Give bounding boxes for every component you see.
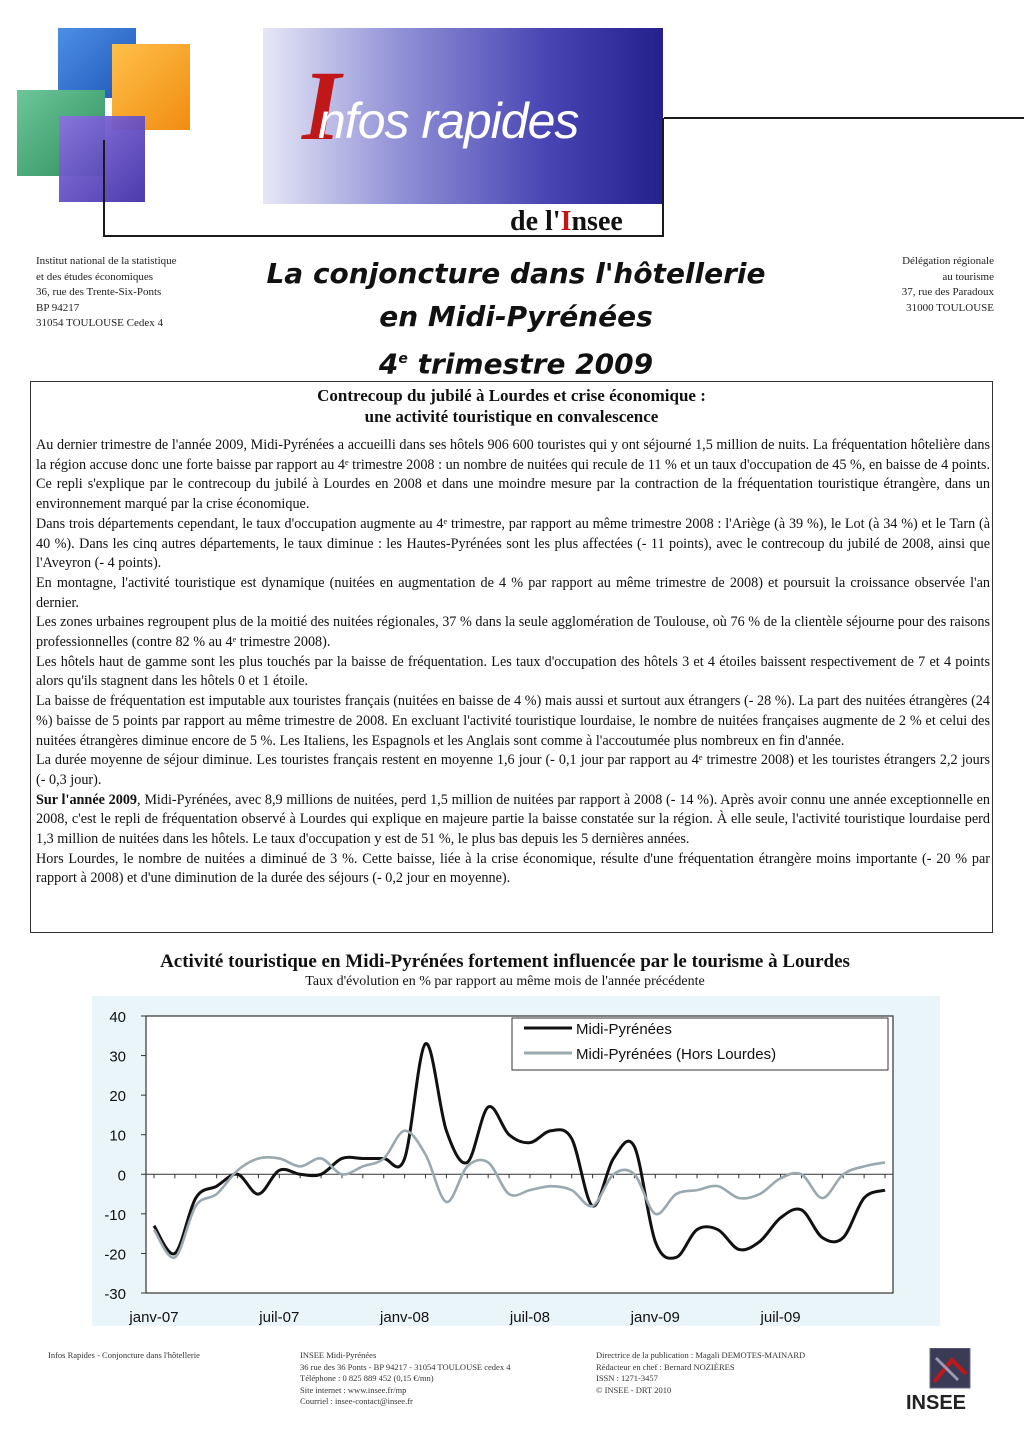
summary-heading-line-1: Contrecoup du jubilé à Lourdes et crise économique : <box>317 386 706 405</box>
chart-subtitle: Taux d'évolution en % par rapport au même mois de l'année précédente <box>305 974 705 989</box>
footer-line: 36 rue des 36 Ponts - BP 94217 - 31054 TOULOUSE cedex 4 <box>300 1361 511 1372</box>
body-paragraph: La durée moyenne de séjour diminue. Les touristes français restent en moyenne 1,6 jour (- 0,1 jour par rapport au 4ᵉ trimestre 2008) et les touristes étrangers 2,2 jours (- 0,3 jour). <box>36 752 990 788</box>
x-tick-label: janv-08 <box>380 1309 430 1326</box>
footer-line: © INSEE - DRT 2010 <box>596 1384 672 1395</box>
legend-label: Midi-Pyrénées <box>576 1021 672 1038</box>
sub-brand-prefix: de l' <box>510 206 561 237</box>
address-line: 31000 TOULOUSE <box>906 301 994 314</box>
address-line: et des études économiques <box>36 270 153 283</box>
body-paragraph: Au dernier trimestre de l'année 2009, Midi-Pyrénées a accueilli dans ses hôtels 906 600 touristes qui y ont séjourné 1,5 million de nuits. La fréquentation hôtelière dans la région accuse donc une forte baisse par rapport au 4ᵉ trimestre 2008 : un nombre de nuitées qui recule de 11 % et un taux d'occupation de 45 %, en baisse de 4 points. Ce repli s'explique par le contrecoup du jubilé à Lourdes en 2008 et dans une moindre mesure par la contraction de la fréquentation touristique étrangère, dans un environnement marqué par la crise économique. <box>36 437 990 513</box>
footer-line: Infos Rapides - Conjoncture dans l'hôtellerie <box>48 1350 200 1360</box>
title-line-2: en Midi-Pyrénées <box>379 300 653 333</box>
footer-line: INSEE Midi-Pyrénées <box>300 1350 377 1360</box>
sub-brand-rest: nsee <box>571 206 623 237</box>
x-tick-label: juil-07 <box>259 1309 300 1326</box>
address-line: 31054 TOULOUSE Cedex 4 <box>36 317 164 329</box>
address-line: 36, rue des Trente-Six-Ponts <box>36 286 162 298</box>
y-tick-label: 30 <box>109 1048 126 1066</box>
footer-contact <box>300 1350 580 1408</box>
footer-line: ISSN : 1271-3457 <box>596 1373 658 1383</box>
summary-heading-line-2: une activité touristique en convalescence <box>364 407 659 426</box>
x-tick-label: janv-07 <box>129 1309 179 1326</box>
footer-line: Rédacteur en chef : Bernard NOZIÈRES <box>596 1361 735 1372</box>
body-paragraph: Les hôtels haut de gamme sont les plus touchés par la baisse de fréquentation. Les taux d'occupation des hôtels 3 et 4 étoiles baissent respectivement de 7 et 4 points alors qu'ils stagnent dans les hôtels 0 et 1 étoile. <box>36 653 990 690</box>
body-paragraph: Dans trois départements cependant, le taux d'occupation augmente au 4ᵉ trimestre, par rapport au même trimestre 2008 : l'Ariège (à 39 %), le Lot (à 34 %) et le Tarn (à 40 %). Dans les cinq autres départements, le taux diminue : les Hautes-Pyrénées sont les plus affectées (- 11 points), avec le contrecoup du jubilé de 2008, ainsi que l'Aveyron (- 4 points). <box>36 515 990 572</box>
title-line-1: La conjoncture dans l'hôtellerie <box>266 257 766 290</box>
title-quarter-number: 4 <box>378 347 399 381</box>
body-paragraph: En montagne, l'activité touristique est dynamique (nuitées en augmentation de 4 % par rapport au même trimestre de 2008) et poursuit la croissance observée l'an dernier. <box>36 574 990 611</box>
footer-line: Directrice de la publication : Magali DEMOTES-MAINARD <box>596 1350 806 1360</box>
y-tick-label: 40 <box>109 1009 126 1026</box>
address-line: Institut national de la statistique <box>36 255 177 267</box>
x-tick-label: juil-08 <box>509 1309 550 1326</box>
sub-brand-initial: I <box>560 206 572 237</box>
chart-title: Activité touristique en Midi-Pyrénées fortement influencée par le tourisme à Lourdes <box>160 951 850 972</box>
legend-label: Midi-Pyrénées (Hors Lourdes) <box>576 1046 777 1063</box>
brand-initial: I <box>302 50 341 161</box>
insee-logo-text: INSEE <box>906 1392 967 1414</box>
y-tick-label: 20 <box>109 1088 126 1106</box>
y-tick-label: 10 <box>109 1127 126 1145</box>
brand-title: nfos rapides <box>318 93 579 149</box>
footer-credits <box>596 1350 886 1396</box>
x-tick-label: juil-09 <box>760 1309 801 1326</box>
address-line: Délégation régionale <box>902 255 994 267</box>
address-line: BP 94217 <box>36 301 80 314</box>
year-lead: Sur l'année 2009 <box>36 791 138 808</box>
address-line: au tourisme <box>942 270 994 283</box>
address-line: 37, rue des Paradoux <box>901 286 994 298</box>
y-tick-label: -10 <box>104 1206 126 1224</box>
footer-website-link[interactable]: Site internet : www.insee.fr/mp <box>300 1384 407 1395</box>
body-paragraph: Hors Lourdes, le nombre de nuitées a diminué de 3 %. Cette baisse, liée à la crise économique, résulte d'une fréquentation étrangère moins importante (- 20 % par rapport à 2008) et d'une diminution de la durée des séjours (- 0,2 jour en moyenne). <box>36 850 990 887</box>
y-tick-label: 0 <box>117 1167 126 1185</box>
title-quarter-rest: trimestre 2009 <box>407 347 654 381</box>
footer-line: Téléphone : 0 825 889 452 (0,15 €/mn) <box>300 1373 434 1383</box>
footer-publication <box>48 1350 278 1362</box>
footer-email-link[interactable]: Courriel : insee-contact@insee.fr <box>300 1396 413 1406</box>
title-quarter-suffix: e <box>398 351 408 367</box>
y-tick-label: -30 <box>104 1286 126 1303</box>
body-paragraph: Les zones urbaines regroupent plus de la moitié des nuitées régionales, 37 % dans la seule agglomération de Toulouse, où 76 % de la clientèle séjourne pour des raisons professionnelles (contre 82 % au 4ᵉ trimestre 2008). <box>36 614 990 651</box>
y-tick-label: -20 <box>104 1246 126 1264</box>
x-tick-label: janv-09 <box>630 1309 680 1326</box>
body-paragraph: La baisse de fréquentation est imputable aux touristes français (nuitées en baisse de 4 %) mais aussi et surtout aux étrangers (- 28 %). La part des nuitées étrangères (24 %) baisse de 5 points par rapport au même trimestre de 2008. En excluant l'activité touristique lourdaise, le nombre de nuitées françaises augmente de 2 % et celui des nuitées étrangères diminue encore de 5 %. Les Italiens, les Espagnols et les Anglais sont comme à l'accoutumée plus nombreux en fin d'année. <box>36 693 990 749</box>
year-text: , Midi-Pyrénées, avec 8,9 millions de nuitées, perd 1,5 million de nuitées par rapport à 2008 (- 14 %). Après avoir connu une année exceptionnelle en 2008, c'est le repli de fréquentation observé à Lourdes qui explique en majeure partie la baisse constatée sur la région. À elle seule, l'activité touristique lourdaise perd 1,3 million de nuitées dans les hôtels. Le taux d'occupation y est de 51 %, le plus bas depuis les 5 dernières années. <box>36 791 990 848</box>
